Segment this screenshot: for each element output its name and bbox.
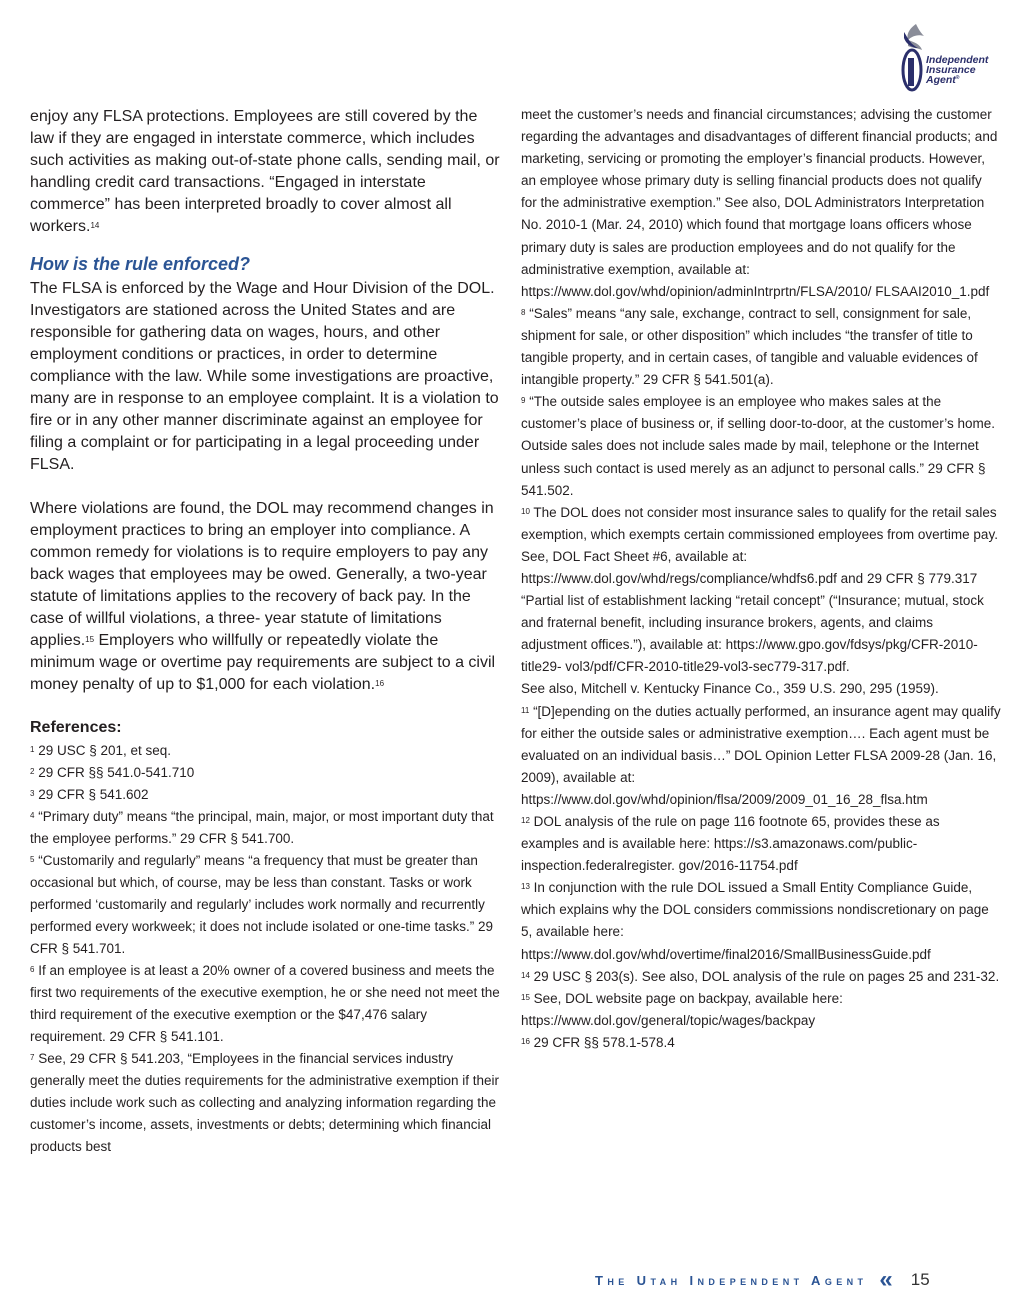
logo-line-3: Agent® [926,74,960,86]
violations-paragraph: Where violations are found, the DOL may recommend changes in employment practices to bring an employer into compliance. A common remedy for violations is to require employers to pay any back wages that employees may be owed. Generally, a two-year statute of limitations applies to the recovery of back pay. In the case of willful violations, a three- year statute of limitations applies.$^{15}$ Employers who willfully or repeatedly violate the minimum wage or overtime pay requirements are subject to a civil money penalty of up to $1,000 for each violation.$^{16}$ [30,500,496,693]
reference-item: $^3$ 29 CFR § 541.602 [30,787,149,802]
reference-item: $^{11}$ “[D]epending on the duties actually performed, an insurance agent may qualify for either the outside sales or administrative exemption…. Each agent must be evaluated on an individual basis…” DOL Opinion Letter FLSA 2009-28 (Jan. 16, 2009), available at: https://www.dol.gov/whd/opinion/flsa/2009/2009_01_16_28_flsa.htm [521,703,1001,807]
reference-link[interactable]: https://www.dol.gov/whd/overtime/final2016/SmallBusinessGuide.pdf [521,946,931,962]
reference-item: $^5$ “Customarily and regularly” means “a frequency that must be greater than occasional but which, of course, may be less than constant. Tasks or work performed ‘customarily and regularly’ includes work normally and recurrently performed every workweek; it does not include isolated or one-time tasks.” 29 CFR § 541.701. [30,853,493,956]
right-column [521,104,1001,1054]
guillemet-icon: « [879,1266,893,1293]
references-list [30,740,504,1158]
eagle-icon [907,24,924,50]
left-column [30,106,504,1158]
reference-item: $^1$ 29 USC § 201, et seq. [30,743,172,758]
footnote-ref: 15 [85,635,95,644]
enforcement-paragraph: The FLSA is enforced by the Wage and Hour Division of the DOL. Investigators are stationed across the United States and are responsible for gathering data on wages, hours, and other employment conditions or practices, in order to determine compliance with the law. While some investigations are proactive, many are in response to an employee complaint. It is a violation to fire or in any other manner discriminate against an employee for filing a complaint or for participating in a legal proceeding under FLSA. [30,280,499,473]
section-heading: How is the rule enforced? [30,254,251,274]
reference-item: $^{13}$ In conjunction with the rule DOL issued a Small Entity Compliance Guide, which explains why the DOL considers commissions nondiscretionary on page 5, available here: https://www.dol.gov/whd/overtime/final2016/SmallBusinessGuide.pdf [521,880,989,962]
reference-item: $^7$ See, 29 CFR § 541.203, “Employees in the financial services industry generally meet the duties requirements for the administrative exemption if their duties include work such as collecting and analyzing information regarding the customer’s income, assets, investments or debts; determining which financial products best [30,1051,499,1154]
publication-title: The Utah Independent Agent [595,1272,868,1288]
reference-link[interactable]: https://www.dol.gov/whd/opinion/adminIntrprtn/FLSA/2010/ FLSAAI2010_1.pdf [521,283,990,299]
logo-line-2: Insurance [926,64,976,76]
reference-item: $^4$ “Primary duty” means “the principal, main, major, or most important duty that the employee performs.” 29 CFR § 541.700. [30,809,494,846]
reference-item: $^9$ “The outside sales employee is an employee who makes sales at the customer’s place of business or, if selling door-to-door, at the customer’s home. Outside sales does not include sales made by mail, telephone or the Internet unless such contact is used merely as an adjunct to personal calls.” 29 CFR § 541.502. [521,394,995,498]
reference-link[interactable]: https://www.dol.gov/whd/opinion/flsa/2009/2009_01_16_28_flsa.htm [521,791,928,807]
references-title: References: [30,719,122,736]
independent-insurance-agent-logo [896,18,996,94]
reference-item: $^2$ 29 CFR §§ 541.0-541.710 [30,765,195,780]
footnote-ref: 14 [90,221,100,230]
intro-paragraph: enjoy any FLSA protections. Employees are still covered by the law if they are engaged in interstate commerce, which includes such activities as making out-of-state phone calls, sending mail, or handling credit card transactions. “Engaged in interstate commerce” has been interpreted broadly to cover almost all workers.$^{14}$ [30,108,500,235]
reference-item: $^6$ If an employee is at least a 20% owner of a covered business and meets the first two requirements of the executive exemption, he or she need not meet the third requirement of the executive exemption or the $47,476 salary requirement. 29 CFR § 541.101. [30,963,500,1044]
reference-item: $^{10}$ The DOL does not consider most insurance sales to qualify for the retail sales exemption, which exempts certain commissioned employees from overtime pay. See, DOL Fact Sheet #6, available at: https://www.dol.gov/whd/regs/compliance/whdfs6.pdf and 29 CFR § 779.317 “Partial list of establishment lacking “retail concept” (“Insurance; mutual, stock and fraternal benefit, including insurance brokers, agents, and claims adjustment offices.”), available at: https://www.gpo.gov/fdsys/pkg/CFR-2010-title29- vol3/pdf/CFR-2010-title29-vol3-sec779-317.pdf. See also, Mitchell v. Kentucky Finance Co., 359 U.S. 290, 295 (1959). [521,504,998,697]
reference-continuation: meet the customer’s needs and financial circumstances; advising the customer regarding the advantages and disadvantages of different financial products; and marketing, servicing or promoting the employer’s financial products. However, an employee whose primary duty is selling financial products does not qualify for the administrative exemption.” See also, DOL Administrators Interpretation No. 2010-1 (Mar. 24, 2010) which found that mortgage loans officers whose primary duty is sales are production employees and do not qualify for the administrative exemption, available at: https://www.dol.gov/whd/opinion/adminIntrprtn/FLSA/2010/ FLSAAI2010_1.pdf [521,107,998,299]
logo-line-1: Independent [926,54,989,66]
reference-item: $^{15}$ See, DOL website page on backpay, available here: https://www.dol.gov/general/topic/wages/backpay [521,990,843,1028]
page-footer [595,1266,995,1293]
footnote-ref: 16 [375,679,385,688]
reference-item: $^8$ “Sales” means “any sale, exchange, contract to sell, consignment for sale, shipment for sale, or other disposition” which includes “the transfer of title to tangible property, and in certain cases, of tangible and valuable evidences of intangible property.” 29 CFR § 541.501(a). [521,305,978,388]
page-number: 15 [910,1270,930,1289]
reference-item: $^{16}$ 29 CFR §§ 578.1-578.4 [521,1034,675,1050]
reference-item: $^{12}$ DOL analysis of the rule on page 116 footnote 65, provides these as examples and is available here: https://s3.amazonaws.com/public-inspection.federalregister. gov/2016-11754.pdf [521,814,940,874]
reference-item: $^{14}$ 29 USC § 203(s). See also, DOL analysis of the rule on pages 25 and 231-32. [521,968,1000,984]
